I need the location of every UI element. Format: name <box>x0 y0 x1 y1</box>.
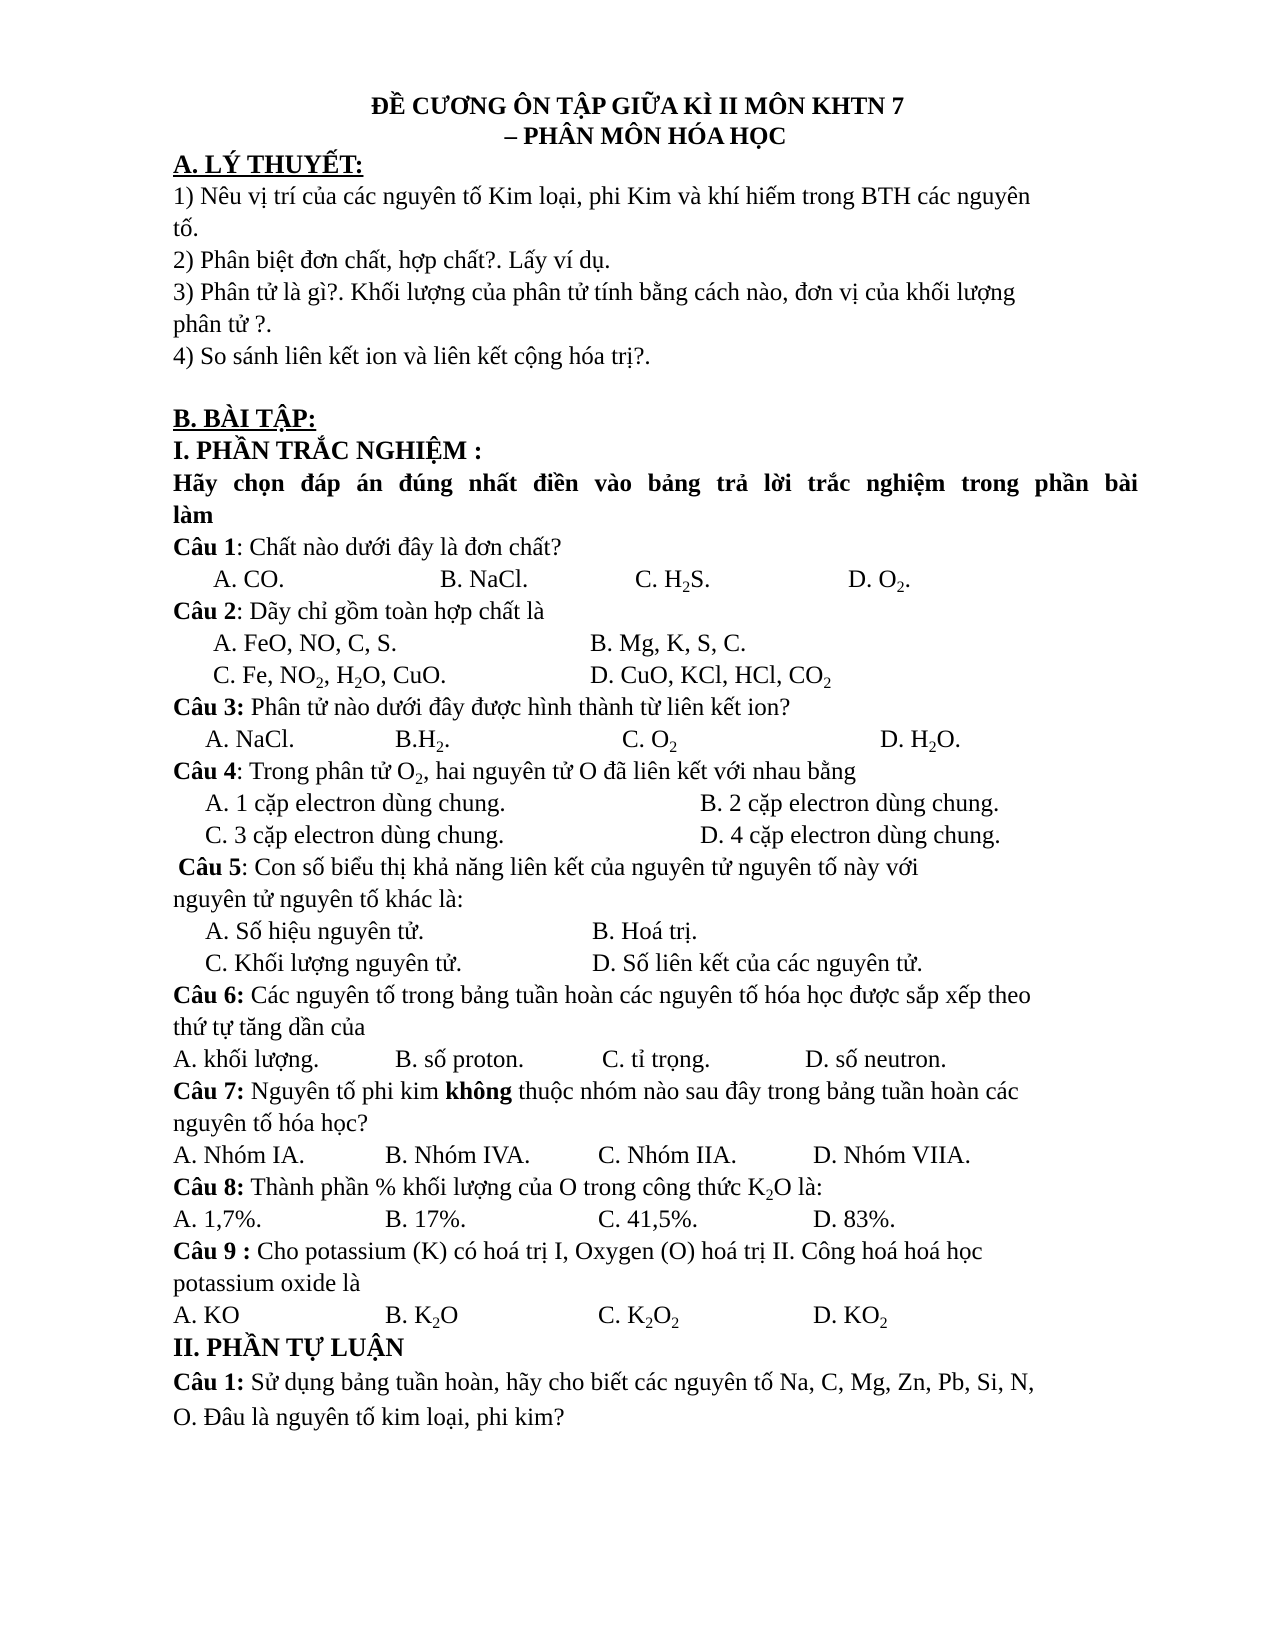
theory-q1-line1: 1) Nêu vị trí của các nguyên tố Kim loại, phi Kim và khí hiếm trong BTH các nguyên <box>173 183 1031 210</box>
question-4: Câu 4: Trong phân tử $O_2$, hai nguyên tử O đã liên kết với nhau bằng <box>173 758 857 788</box>
question-label: Câu 7: <box>173 1078 245 1105</box>
q6-option-c: C. tỉ trọng. <box>602 1046 711 1073</box>
question-text: Các nguyên tố trong bảng tuần hoàn các nguyên tố hóa học được sắp xếp theo <box>244 982 1031 1009</box>
essay-question-1-line2: O. Đâu là nguyên tố kim loại, phi kim? <box>173 1404 565 1431</box>
part1-heading: I. PHẦN TRẮC NGHIỆM : <box>173 436 483 465</box>
theory-q4: 4) So sánh liên kết ion và liên kết cộng hóa trị?. <box>173 343 651 370</box>
section-b-heading: B. BÀI TẬP: <box>173 404 317 433</box>
q9-option-a: A. KO <box>173 1302 240 1329</box>
question-3 <box>173 693 790 723</box>
q6-option-d: D. số neutron. <box>805 1046 947 1073</box>
question-text: : Chất nào dưới đây là đơn chất? <box>236 534 562 561</box>
theory-q2: 2) Phân biệt đơn chất, hợp chất?. Lấy ví dụ. <box>173 247 611 274</box>
question-label: Câu 9 : <box>173 1238 251 1265</box>
question-7-line2: nguyên tố hóa học? <box>173 1110 369 1137</box>
question-text: : Dãy chỉ gồm toàn hợp chất là <box>236 598 545 625</box>
q3-option-a: A. NaCl. <box>205 726 295 753</box>
question-2 <box>173 597 545 627</box>
question-5 <box>178 853 919 883</box>
q7-option-b: B. Nhóm IVA. <box>385 1142 531 1169</box>
q8-option-c: C. 41,5%. <box>598 1206 698 1233</box>
doc-title-line1: ĐỀ CƯƠNG ÔN TẬP GIỮA KÌ II MÔN KHTN 7 <box>370 93 905 120</box>
q2-option-c: C. Fe, $NO_2$, $H_2O$, CuO. <box>213 662 447 692</box>
q1-option-d: D. $O_2$. <box>848 566 911 596</box>
question-5-line2: nguyên tử nguyên tố khác là: <box>173 886 464 913</box>
q8-option-b: B. 17%. <box>385 1206 467 1233</box>
q3-option-c: C. $O_2$ <box>622 726 678 756</box>
section-a-heading: A. LÝ THUYẾT: <box>173 150 364 179</box>
q2-option-a: A. FeO, NO, C, S. <box>213 630 398 657</box>
q8-option-a: A. 1,7%. <box>173 1206 262 1233</box>
q3-option-d: D. $H_2O$. <box>880 726 961 756</box>
question-text: Phân tử nào dưới đây được hình thành từ liên kết ion? <box>244 694 791 721</box>
q4-option-d: D. 4 cặp electron dùng chung. <box>700 822 1001 849</box>
q5-option-d: D. Số liên kết của các nguyên tử. <box>592 950 923 977</box>
q2-option-d: D. CuO, KCl, HCl, $CO_2$ <box>590 662 832 692</box>
theory-q1-line2: tố. <box>173 215 199 242</box>
question-label: Câu 3: <box>173 694 245 721</box>
q5-option-a: A. Số hiệu nguyên tử. <box>205 918 425 945</box>
part2-heading: II. PHẦN TỰ LUẬN <box>173 1333 405 1362</box>
q2-option-b: B. Mg, K, S, C. <box>590 630 747 657</box>
theory-q3-line1: 3) Phân tử là gì?. Khối lượng của phân tử tính bằng cách nào, đơn vị của khối lượng <box>173 279 1016 306</box>
q9-option-d: D. $KO_2$ <box>813 1302 888 1332</box>
question-9 <box>173 1237 983 1267</box>
question-label: Câu 2 <box>173 598 237 625</box>
question-label: Câu 8: <box>173 1174 245 1201</box>
q4-option-b: B. 2 cặp electron dùng chung. <box>700 790 1000 817</box>
question-label: Câu 5 <box>178 854 242 881</box>
instruction-line1: Hãy chọn đáp án đúng nhất điền vào bảng trả lời trắc nghiệm trong phần bài <box>173 470 1138 497</box>
q3-option-b: $B.H_2$. <box>395 726 451 756</box>
q4-option-a: A. 1 cặp electron dùng chung. <box>205 790 506 817</box>
q5-option-b: B. Hoá trị. <box>592 918 698 945</box>
q9-option-c: C. $K_2O_2$ <box>598 1302 680 1332</box>
theory-q3-line2: phân tử ?. <box>173 311 272 338</box>
question-1 <box>173 533 562 563</box>
q1-option-c: C. $H_2S$. <box>635 566 711 596</box>
question-label: Câu 1: <box>173 1369 245 1396</box>
question-6 <box>173 981 1031 1011</box>
question-6-line2: thứ tự tăng dần của <box>173 1014 366 1041</box>
question-label: Câu 4 <box>173 758 237 785</box>
q7-option-a: A. Nhóm IA. <box>173 1142 305 1169</box>
question-9-line2: potassium oxide là <box>173 1270 361 1297</box>
q5-option-c: C. Khối lượng nguyên tử. <box>205 950 462 977</box>
q1-option-b: B. NaCl. <box>440 566 529 593</box>
question-text: : Con số biểu thị khả năng liên kết của nguyên tử nguyên tố này với <box>241 854 919 881</box>
question-text: Cho potassium (K) có hoá trị I, Oxygen (O) hoá trị II. Công hoá hoá học <box>250 1238 983 1265</box>
q6-option-a: A. khối lượng. <box>173 1046 320 1073</box>
question-8: Câu 8: Thành phần % khối lượng của O trong công thức $K_2O$ là: <box>173 1174 823 1204</box>
question-label: Câu 6: <box>173 982 245 1009</box>
q7-option-d: D. Nhóm VIIA. <box>813 1142 971 1169</box>
question-7: Câu 7: Nguyên tố phi kim không thuộc nhóm nào sau đây trong bảng tuần hoàn các <box>173 1078 1019 1105</box>
q9-option-b: B. $K_2O$ <box>385 1302 459 1332</box>
question-text: Sử dụng bảng tuần hoàn, hãy cho biết các nguyên tố Na, C, Mg, Zn, Pb, Si, N, <box>244 1369 1035 1396</box>
q1-option-a: A. CO. <box>213 566 285 593</box>
instruction-line2: làm <box>173 502 214 529</box>
q8-option-d: D. 83%. <box>813 1206 896 1233</box>
doc-title-line2: – PHÂN MÔN HÓA HỌC <box>504 123 787 150</box>
q4-option-c: C. 3 cặp electron dùng chung. <box>205 822 505 849</box>
question-label: Câu 1 <box>173 534 237 561</box>
q6-option-b: B. số proton. <box>395 1046 525 1073</box>
q7-option-c: C. Nhóm IIA. <box>598 1142 737 1169</box>
essay-question-1 <box>173 1368 1034 1398</box>
